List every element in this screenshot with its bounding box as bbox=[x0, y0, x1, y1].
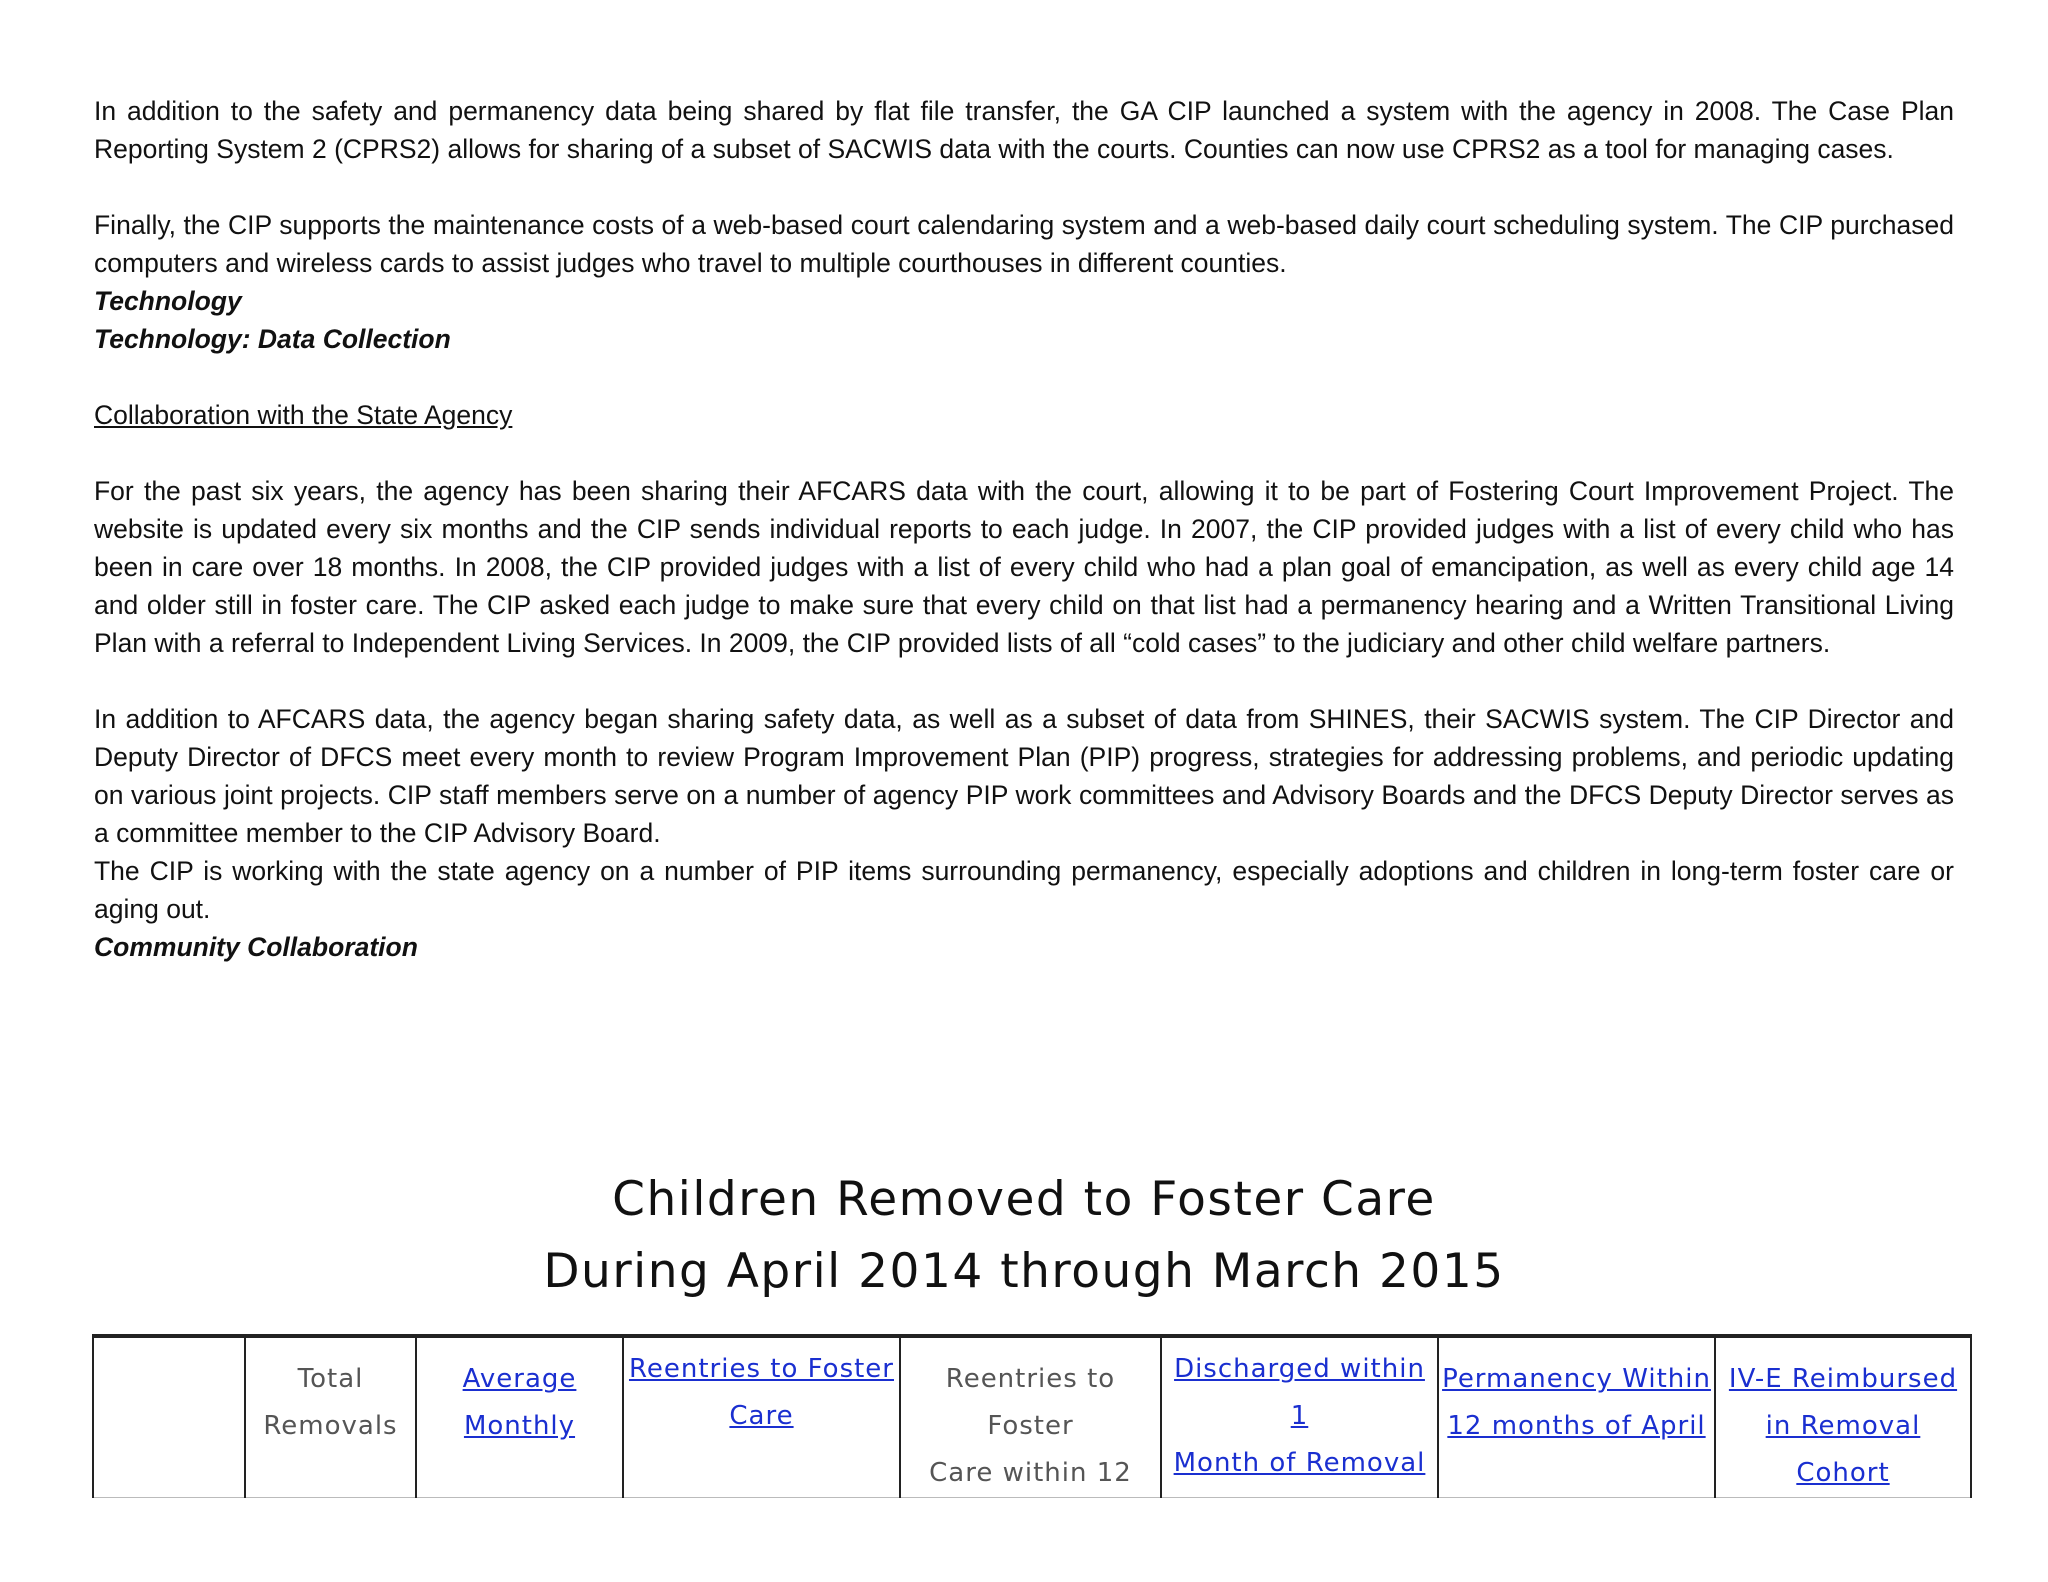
header-reentries-foster-care-link[interactable] bbox=[623, 1336, 900, 1498]
heading-collaboration-state-agency: Collaboration with the State Agency bbox=[94, 400, 513, 430]
header-ive-line1[interactable]: IV-E Reimbursed bbox=[1728, 1364, 1958, 1394]
header-average-monthly-line2[interactable]: Monthly bbox=[463, 1411, 576, 1441]
header-reentries-12-line1: Reentries to Foster bbox=[945, 1364, 1116, 1441]
header-permanency-line1[interactable]: Permanency Within bbox=[1442, 1364, 1711, 1394]
paragraph-afcars: For the past six years, the agency has been sharing their AFCARS data with the court, allowing it to be part of Fostering Court Improvement Project. The website is updated every six months and the CIP sends individual reports to each judge. In 2007, the CIP provided judges with a list of every child who has been in care over 18 months. In 2008, the CIP provided judges with a list of every child who had a plan goal of emancipation, as well as every child age 14 and older still in foster care. The CIP asked each judge to make sure that every child on that list had a permanency hearing and a Written Transitional Living Plan with a referral to Independent Living Services. In 2009, the CIP provided lists of all “cold cases” to the judiciary and other child welfare partners. bbox=[94, 476, 1954, 658]
header-permanency-within-12-link[interactable] bbox=[1438, 1336, 1715, 1498]
header-blank bbox=[93, 1336, 245, 1498]
heading-community-collaboration: Community Collaboration bbox=[94, 932, 418, 962]
report-title-line2: During April 2014 through March 2015 bbox=[543, 1244, 1505, 1299]
heading-technology-data-collection: Technology: Data Collection bbox=[94, 324, 451, 354]
header-average-monthly-link[interactable] bbox=[416, 1336, 623, 1498]
report-title-line1: Children Removed to Foster Care bbox=[612, 1172, 1436, 1227]
paragraph-cprs2: In addition to the safety and permanency data being shared by flat file transfer, the GA CIP launched a system with the agency in 2008. The Case Plan Reporting System 2 (CPRS2) allows for sharing of a subset of SACWIS data with the courts. Counties can now use CPRS2 as a tool for managing cases. bbox=[94, 96, 1954, 164]
paragraph-pip-items: The CIP is working with the state agency on a number of PIP items surrounding permanency, especially adoptions and children in long-term foster care or aging out. bbox=[94, 856, 1954, 924]
header-average-monthly-line1[interactable]: Average bbox=[462, 1364, 577, 1394]
header-reentries-within-12 bbox=[900, 1336, 1161, 1498]
paragraph-safety-data: In addition to AFCARS data, the agency began sharing safety data, as well as a subset of data from SHINES, their SACWIS system. The CIP Director and Deputy Director of DFCS meet every month to review Program Improvement Plan (PIP) progress, strategies for addressing problems, and periodic updating on various joint projects. CIP staff members serve on a number of agency PIP work committees and Advisory Boards and the DFCS Deputy Director serves as a committee member to the CIP Advisory Board. bbox=[94, 704, 1954, 848]
report-header-row bbox=[93, 1336, 1971, 1498]
header-reentries-12-line2: Care within 12 bbox=[929, 1458, 1132, 1488]
header-ive-reimbursed-link[interactable] bbox=[1715, 1336, 1971, 1498]
header-total-removals-line2: Removals bbox=[263, 1411, 398, 1441]
header-total-removals-line1: Total bbox=[297, 1364, 364, 1394]
document-body bbox=[94, 92, 1954, 966]
header-reentries-line2[interactable]: Care bbox=[729, 1401, 794, 1431]
paragraph-calendaring: Finally, the CIP supports the maintenance costs of a web-based court calendaring system and a web-based daily court scheduling system. The CIP purchased computers and wireless cards to assist judges who travel to multiple courthouses in different counties. bbox=[94, 210, 1954, 278]
report-table bbox=[92, 1334, 1972, 1498]
header-discharged-within-1-month-link[interactable] bbox=[1161, 1336, 1438, 1498]
heading-technology: Technology bbox=[94, 286, 242, 316]
header-reentries-line1[interactable]: Reentries to Foster bbox=[628, 1354, 894, 1384]
header-total-removals bbox=[245, 1336, 416, 1498]
header-permanency-line2[interactable]: 12 months of April bbox=[1447, 1411, 1706, 1441]
header-discharged-line1[interactable]: Discharged within 1 bbox=[1174, 1354, 1425, 1431]
header-discharged-line2[interactable]: Month of Removal bbox=[1173, 1448, 1426, 1478]
header-ive-line2[interactable]: in Removal Cohort bbox=[1765, 1411, 1921, 1488]
